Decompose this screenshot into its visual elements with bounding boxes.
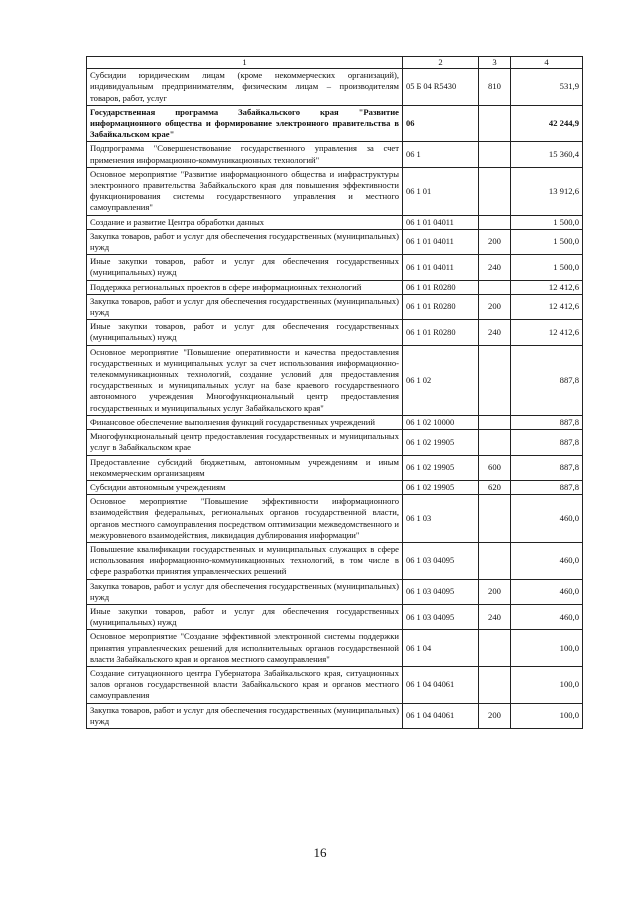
table-row [87,542,583,579]
row-name-cell: Многофункциональный центр предоставления государственных и муниципальных услуг в Забайкальском крае [87,430,403,455]
row-expense-type-cell: 240 [479,320,511,345]
row-expense-type-cell [479,280,511,294]
row-name-cell: Субсидии автономным учреждениям [87,480,403,494]
row-expense-type-cell [479,142,511,167]
table-row [87,579,583,604]
row-sum-cell: 42 244,9 [511,105,583,142]
row-code-cell: 06 1 03 04095 [403,542,479,579]
table-row [87,430,583,455]
table-row [87,480,583,494]
row-expense-type-cell: 200 [479,229,511,254]
row-sum-cell: 1 500,0 [511,229,583,254]
table-row [87,604,583,629]
table-row [87,215,583,229]
row-code-cell: 06 1 01 04011 [403,255,479,280]
row-expense-type-cell: 200 [479,294,511,319]
row-sum-cell: 531,9 [511,69,583,106]
table-row [87,142,583,167]
table-row [87,666,583,703]
row-sum-cell: 12 412,6 [511,294,583,319]
row-sum-cell: 887,8 [511,455,583,480]
row-sum-cell: 460,0 [511,495,583,543]
table-row [87,255,583,280]
budget-table-body [87,57,583,729]
table-row [87,455,583,480]
table-row [87,294,583,319]
row-expense-type-cell: 200 [479,579,511,604]
row-name-cell: Государственная программа Забайкальского края "Развитие информационного общества и формирование электронного правительства в Забайкальском крае" [87,105,403,142]
row-name-cell: Закупка товаров, работ и услуг для обеспечения государственных (муниципальных) нужд [87,294,403,319]
table-row [87,703,583,728]
page-number: 16 [313,845,327,860]
row-sum-cell: 887,8 [511,480,583,494]
row-code-cell: 06 1 01 04011 [403,229,479,254]
row-code-cell: 06 1 01 R0280 [403,294,479,319]
table-row [87,415,583,429]
row-name-cell: Иные закупки товаров, работ и услуг для обеспечения государственных (муниципальных) нужд [87,604,403,629]
header-col-2: 2 [403,57,479,69]
row-name-cell: Повышение квалификации государственных и муниципальных служащих в сфере использования информационно-коммуникационных технологий, в том числе в сфере разработки принятия управленческих решений [87,542,403,579]
row-code-cell: 05 Б 04 R5430 [403,69,479,106]
row-code-cell: 06 1 04 [403,630,479,667]
row-expense-type-cell: 600 [479,455,511,480]
table-row [87,167,583,215]
row-expense-type-cell [479,105,511,142]
row-code-cell: 06 1 02 19905 [403,455,479,480]
row-code-cell: 06 1 03 04095 [403,579,479,604]
row-name-cell: Поддержка региональных проектов в сфере информационных технологий [87,280,403,294]
row-sum-cell: 887,8 [511,415,583,429]
row-code-cell: 06 1 01 04011 [403,215,479,229]
row-sum-cell: 12 412,6 [511,320,583,345]
header-col-3: 3 [479,57,511,69]
row-code-cell: 06 1 02 [403,345,479,415]
header-col-4: 4 [511,57,583,69]
row-name-cell: Закупка товаров, работ и услуг для обеспечения государственных (муниципальных) нужд [87,579,403,604]
table-row [87,495,583,543]
row-expense-type-cell [479,215,511,229]
row-sum-cell: 100,0 [511,630,583,667]
table-row [87,345,583,415]
row-name-cell: Субсидии юридическим лицам (кроме некоммерческих организаций), индивидуальным предпринимателям, физическим лицам – производителям товаров, работ, услуг [87,69,403,106]
row-expense-type-cell: 240 [479,604,511,629]
row-code-cell: 06 1 02 19905 [403,480,479,494]
row-expense-type-cell [479,345,511,415]
row-sum-cell: 460,0 [511,604,583,629]
row-code-cell: 06 1 02 10000 [403,415,479,429]
row-code-cell: 06 [403,105,479,142]
row-code-cell: 06 1 04 04061 [403,666,479,703]
row-code-cell: 06 1 02 19905 [403,430,479,455]
row-name-cell: Подпрограмма "Совершенствование государственного управления за счет применения информационно-коммуникационных технологий" [87,142,403,167]
row-expense-type-cell: 810 [479,69,511,106]
row-name-cell: Основное мероприятие "Повышение оперативности и качества предоставления государственных и муниципальных услуг за счет использования информационно-телекоммуникационных технологий, создание условий для предоставления государственных и муниципальных услуг на базе краевого государственного автономного учреждения Многофункциональный центр предоставления государственных и муниципальных услуг Забайкальского края" [87,345,403,415]
row-sum-cell: 100,0 [511,703,583,728]
row-expense-type-cell [479,167,511,215]
row-sum-cell: 15 360,4 [511,142,583,167]
table-row [87,105,583,142]
row-name-cell: Закупка товаров, работ и услуг для обеспечения государственных (муниципальных) нужд [87,703,403,728]
table-row [87,630,583,667]
row-expense-type-cell [479,415,511,429]
table-row [87,69,583,106]
row-expense-type-cell [479,542,511,579]
row-sum-cell: 100,0 [511,666,583,703]
row-name-cell: Основное мероприятие "Создание эффективной электронной системы поддержки принятия управленческих решений для исполнительных органов государственной власти Забайкальского края и органов местного самоуправления" [87,630,403,667]
row-sum-cell: 887,8 [511,430,583,455]
table-row [87,320,583,345]
row-code-cell: 06 1 03 04095 [403,604,479,629]
row-name-cell: Финансовое обеспечение выполнения функций государственных учреждений [87,415,403,429]
row-code-cell: 06 1 [403,142,479,167]
row-name-cell: Основное мероприятие "Развитие информационного общества и инфраструктуры электронного правительства Забайкальского края для повышения эффективности функционирования системы государственного управления и местного самоуправления" [87,167,403,215]
row-name-cell: Иные закупки товаров, работ и услуг для обеспечения государственных (муниципальных) нужд [87,255,403,280]
row-name-cell: Создание и развитие Центра обработки данных [87,215,403,229]
table-header-row [87,57,583,69]
budget-table-sheet [86,56,582,729]
row-name-cell: Создание ситуационного центра Губернатора Забайкальского края, ситуационных залов органов государственной власти Забайкальского края и органов местного самоуправления [87,666,403,703]
row-sum-cell: 1 500,0 [511,215,583,229]
row-sum-cell: 12 412,6 [511,280,583,294]
row-sum-cell: 13 912,6 [511,167,583,215]
row-sum-cell: 460,0 [511,542,583,579]
row-expense-type-cell [479,495,511,543]
row-code-cell: 06 1 03 [403,495,479,543]
row-name-cell: Основное мероприятие "Повышение эффективности информационного взаимодействия федеральных, региональных органов государственной власти, органов местного самоуправления посредством оптимизации межведомственного и межуровневого взаимодействия, ликвидация дублирования информации" [87,495,403,543]
table-row [87,229,583,254]
budget-table [86,56,583,729]
row-expense-type-cell [479,430,511,455]
row-code-cell: 06 1 04 04061 [403,703,479,728]
row-code-cell: 06 1 01 R0280 [403,320,479,345]
row-expense-type-cell [479,630,511,667]
header-col-1: 1 [87,57,403,69]
row-sum-cell: 460,0 [511,579,583,604]
row-code-cell: 06 1 01 R0280 [403,280,479,294]
row-expense-type-cell: 620 [479,480,511,494]
row-code-cell: 06 1 01 [403,167,479,215]
row-name-cell: Иные закупки товаров, работ и услуг для обеспечения государственных (муниципальных) нужд [87,320,403,345]
row-name-cell: Закупка товаров, работ и услуг для обеспечения государственных (муниципальных) нужд [87,229,403,254]
row-expense-type-cell [479,666,511,703]
row-name-cell: Предоставление субсидий бюджетным, автономным учреждениям и иным некоммерческим организациям [87,455,403,480]
row-expense-type-cell: 200 [479,703,511,728]
row-sum-cell: 887,8 [511,345,583,415]
row-sum-cell: 1 500,0 [511,255,583,280]
row-expense-type-cell: 240 [479,255,511,280]
table-row [87,280,583,294]
